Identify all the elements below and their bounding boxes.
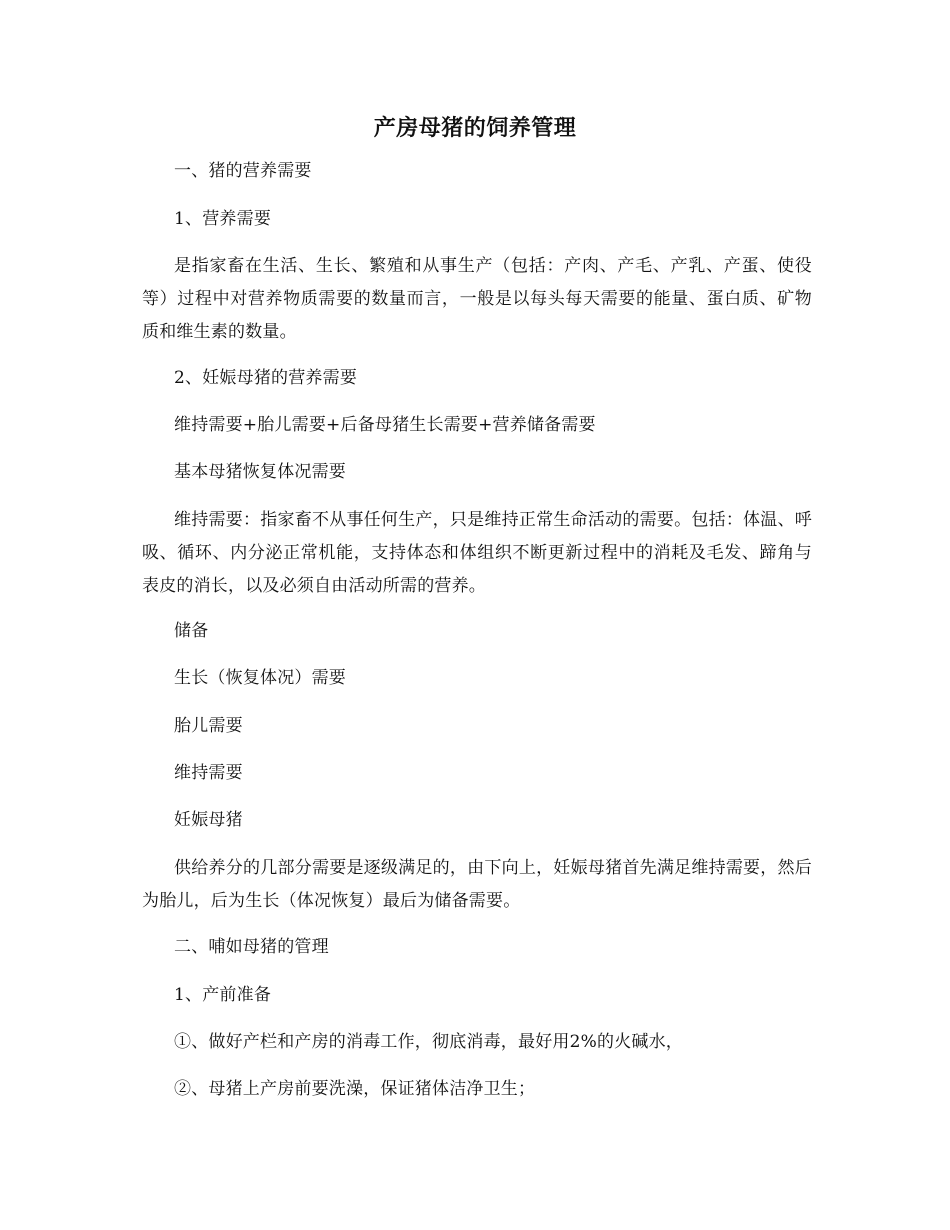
paragraph-recovery-needs: 基本母猪恢复体况需要 (174, 462, 346, 482)
paragraph-supply-order: 供给养分的几部分需要是逐级满足的，由下向上，妊娠母猪首先满足维持需要，然后为胎儿，后为生长（体况恢复）最后为储备需要。 (142, 858, 812, 911)
paragraph-heading-2: 二、哺如母猪的管理 (174, 937, 329, 957)
paragraph-maintenance: 维持需要 (174, 763, 243, 783)
paragraph-nutrition-definition: 是指家畜在生活、生长、繁殖和从事生产（包括：产肉、产毛、产乳、产蛋、使役等）过程中对营养物质需要的数量而言，一般是以每头每天需要的能量、蛋白质、矿物质和维生素的数量。 (142, 256, 812, 342)
paragraph-reserve: 储备 (174, 621, 209, 641)
paragraph-fetus: 胎儿需要 (174, 716, 243, 736)
paragraph-item-2: ②、母猪上产房前要洗澡，保证猪体洁净卫生； (174, 1079, 536, 1099)
document-title: 产房母猪的饲养管理 (373, 115, 577, 141)
paragraph-heading-1: 一、猪的营养需要 (174, 161, 312, 181)
paragraph-subheading-1: 1、营养需要 (174, 209, 272, 229)
paragraph-needs-formula: 维持需要+胎儿需要+后备母猪生长需要+营养储备需要 (174, 415, 596, 435)
paragraph-pregnant-sow: 妊娠母猪 (174, 810, 243, 830)
paragraph-subheading-pre-farrowing: 1、产前准备 (174, 985, 272, 1005)
paragraph-subheading-2: 2、妊娠母猪的营养需要 (174, 368, 358, 388)
paragraph-maintenance-definition: 维持需要：指家畜不从事任何生产，只是维持正常生命活动的需要。包括：体温、呼吸、循环、内分泌正常机能，支持体态和体组织不断更新过程中的消耗及毛发、蹄角与表皮的消长，以及必须自由活动所需的营养。 (142, 510, 812, 596)
paragraph-item-1: ①、做好产栏和产房的消毒工作，彻底消毒，最好用2%的火碱水， (174, 1032, 683, 1052)
paragraph-growth: 生长（恢复体况）需要 (174, 668, 346, 688)
